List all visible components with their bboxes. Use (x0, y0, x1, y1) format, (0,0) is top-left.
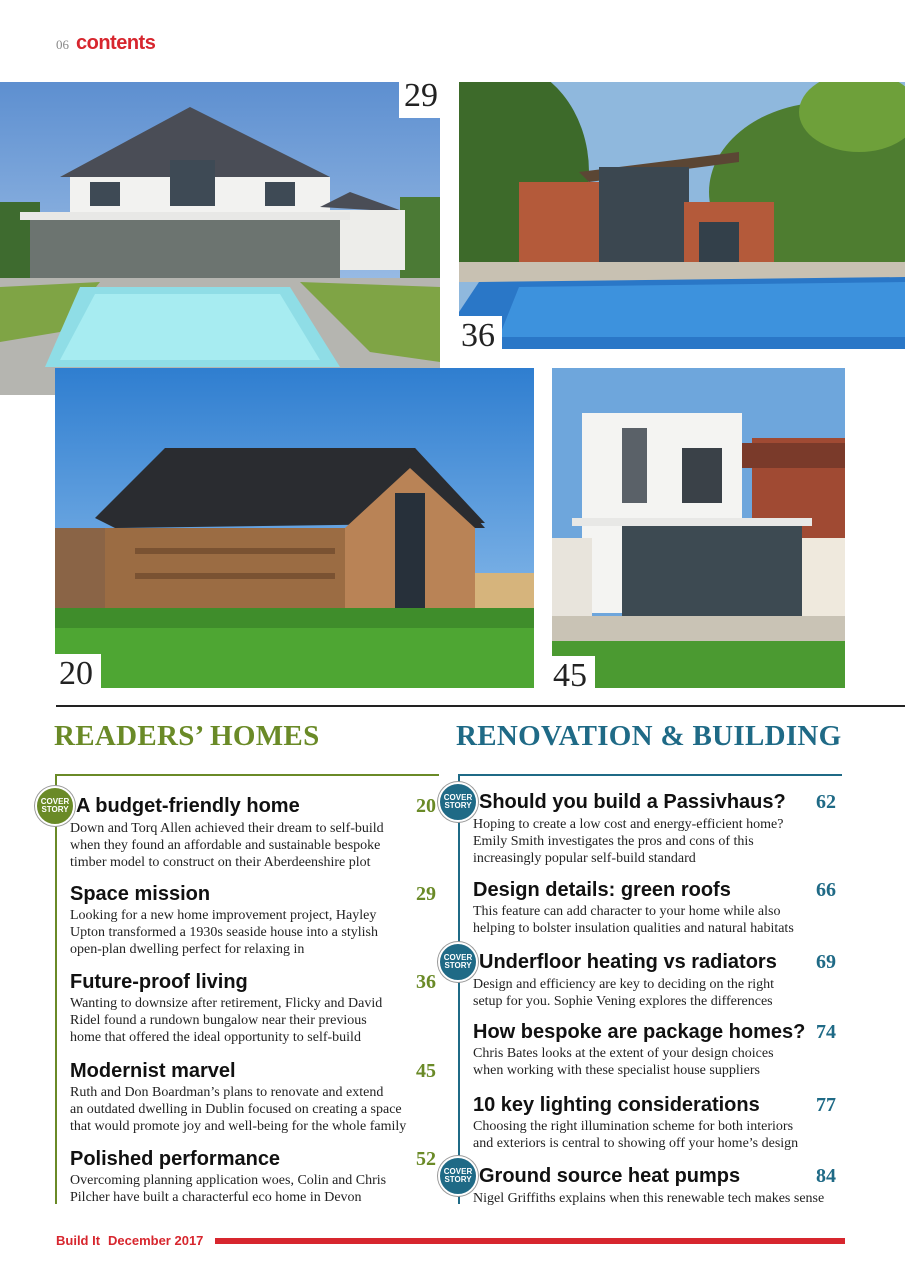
entry-title[interactable]: How bespoke are package homes? (473, 1021, 806, 1043)
entry-page: 84 (816, 1165, 836, 1187)
toc-entry[interactable] (473, 878, 836, 937)
section-divider (56, 705, 905, 707)
desc-line: Overcoming planning application woes, Colin and Chris (70, 1173, 387, 1188)
desc-line: helping to bolster insulation qualities and natural habitats (473, 921, 794, 936)
badge-line: COVER (443, 793, 473, 802)
toc-entry[interactable] (479, 790, 836, 814)
entry-page: 74 (816, 1021, 836, 1043)
entry-title[interactable]: Modernist marvel (70, 1060, 236, 1082)
desc-line: timber model to construct on their Aberdeenshire plot (70, 855, 371, 870)
entry-description (473, 816, 843, 867)
entry-page: 62 (816, 791, 836, 813)
footer-brand: Build It (56, 1233, 101, 1248)
entry-description (70, 820, 440, 871)
section-title: contents (76, 32, 156, 54)
desc-line: when they found an affordable and sustainable bespoke (70, 838, 381, 853)
entry-page: 77 (816, 1094, 836, 1116)
toc-entry[interactable] (479, 1164, 836, 1188)
toc-entry[interactable] (70, 882, 436, 958)
desc-line: Pilcher have built a characterful eco home in Devon (70, 1190, 362, 1205)
entry-title[interactable]: A budget-friendly home (76, 795, 300, 817)
entry-title[interactable]: Space mission (70, 883, 211, 905)
desc-line: Hoping to create a low cost and energy-efficient home? (473, 817, 784, 832)
desc-line: Down and Torq Allen achieved their dream to self-build (70, 821, 384, 836)
badge-line: COVER (443, 1167, 473, 1176)
photo-white-extension (552, 368, 845, 688)
photo-page-number: 20 (51, 654, 101, 694)
desc-line: that would promote joy and well-being for the whole family (70, 1119, 407, 1134)
renovation-building-heading: RENOVATION & BUILDING (456, 720, 842, 752)
entry-page: 69 (816, 951, 836, 973)
footer-bar (215, 1238, 845, 1244)
toc-entry[interactable] (70, 1059, 436, 1135)
desc-line: This feature can add character to your home while also (473, 904, 781, 919)
desc-line: home that offered the ideal opportunity to self-build (70, 1030, 361, 1045)
desc-line: and exteriors is central to showing off your home’s design (473, 1136, 799, 1151)
desc-line: Choosing the right illumination scheme for both interiors (473, 1119, 794, 1134)
toc-entry[interactable] (70, 1147, 436, 1206)
entry-page: 29 (416, 883, 436, 905)
entry-title[interactable]: Ground source heat pumps (479, 1165, 741, 1187)
desc-line: increasingly popular self-build standard (473, 851, 696, 866)
cover-story-badge (35, 786, 75, 826)
readers-homes-heading: READERS’ HOMES (54, 720, 320, 752)
entry-page: 52 (416, 1148, 436, 1170)
toc-entry[interactable] (473, 1093, 836, 1152)
toc-entry[interactable] (70, 970, 436, 1046)
renovation-building-rule (458, 774, 842, 776)
desc-line: Looking for a new home improvement project, Hayley (70, 908, 377, 923)
entry-title[interactable]: Future-proof living (70, 971, 248, 993)
entry-title[interactable]: Should you build a Passivhaus? (479, 791, 786, 813)
desc-line: Chris Bates looks at the extent of your design choices (473, 1046, 774, 1061)
cover-story-badge (438, 942, 478, 982)
desc-line: Nigel Griffiths explains when this renewable tech makes sense (473, 1191, 825, 1206)
toc-entry[interactable] (76, 794, 436, 818)
desc-line: Ruth and Don Boardman’s plans to renovate and extend (70, 1085, 384, 1100)
cover-story-badge (438, 782, 478, 822)
desc-line: setup for you. Sophie Vening explores the differences (473, 994, 773, 1009)
photo-page-number: 36 (454, 316, 502, 354)
desc-line: open-plan dwelling perfect for relaxing in (70, 942, 305, 957)
desc-line: an outdated dwelling in Dublin focused on creating a space (70, 1102, 402, 1117)
page-number: 06 (56, 37, 69, 52)
entry-page: 45 (416, 1060, 436, 1082)
photo-page-number: 29 (399, 76, 443, 118)
renovation-building-rule-vertical (458, 774, 460, 1204)
badge-line: STORY (444, 961, 472, 970)
entry-page: 66 (816, 879, 836, 901)
entry-page: 20 (416, 795, 436, 817)
entry-title[interactable]: Design details: green roofs (473, 879, 731, 901)
photo-page-number: 45 (545, 656, 595, 694)
toc-entry[interactable] (473, 1020, 836, 1079)
badge-line: COVER (443, 953, 473, 962)
readers-homes-rule-vertical (55, 774, 57, 1204)
badge-line: STORY (41, 805, 69, 814)
desc-line: Upton transformed a 1930s seaside house into a stylish (70, 925, 378, 940)
badge-line: STORY (444, 801, 472, 810)
photo-white-house-pool (0, 82, 440, 395)
entry-page: 36 (416, 971, 436, 993)
desc-line: Emily Smith investigates the pros and cons of this (473, 834, 754, 849)
desc-line: Design and efficiency are key to deciding on the right (473, 977, 775, 992)
footer-date: December 2017 (108, 1233, 204, 1248)
desc-line: Wanting to downsize after retirement, Flicky and David (70, 996, 383, 1011)
badge-line: STORY (444, 1175, 472, 1184)
entry-description (473, 976, 843, 1010)
photo-brick-house-pool (459, 82, 905, 349)
photo-timber-house (55, 368, 534, 688)
desc-line: Ridel found a rundown bungalow near their previous (70, 1013, 367, 1028)
readers-homes-rule (55, 774, 439, 776)
entry-description (473, 1190, 853, 1207)
entry-title[interactable]: Polished performance (70, 1148, 281, 1170)
cover-story-badge (438, 1156, 478, 1196)
badge-line: COVER (40, 797, 70, 806)
entry-title[interactable]: Underfloor heating vs radiators (479, 951, 777, 973)
toc-entry[interactable] (479, 950, 836, 974)
desc-line: when working with these specialist house suppliers (473, 1063, 760, 1078)
entry-title[interactable]: 10 key lighting considerations (473, 1094, 760, 1116)
